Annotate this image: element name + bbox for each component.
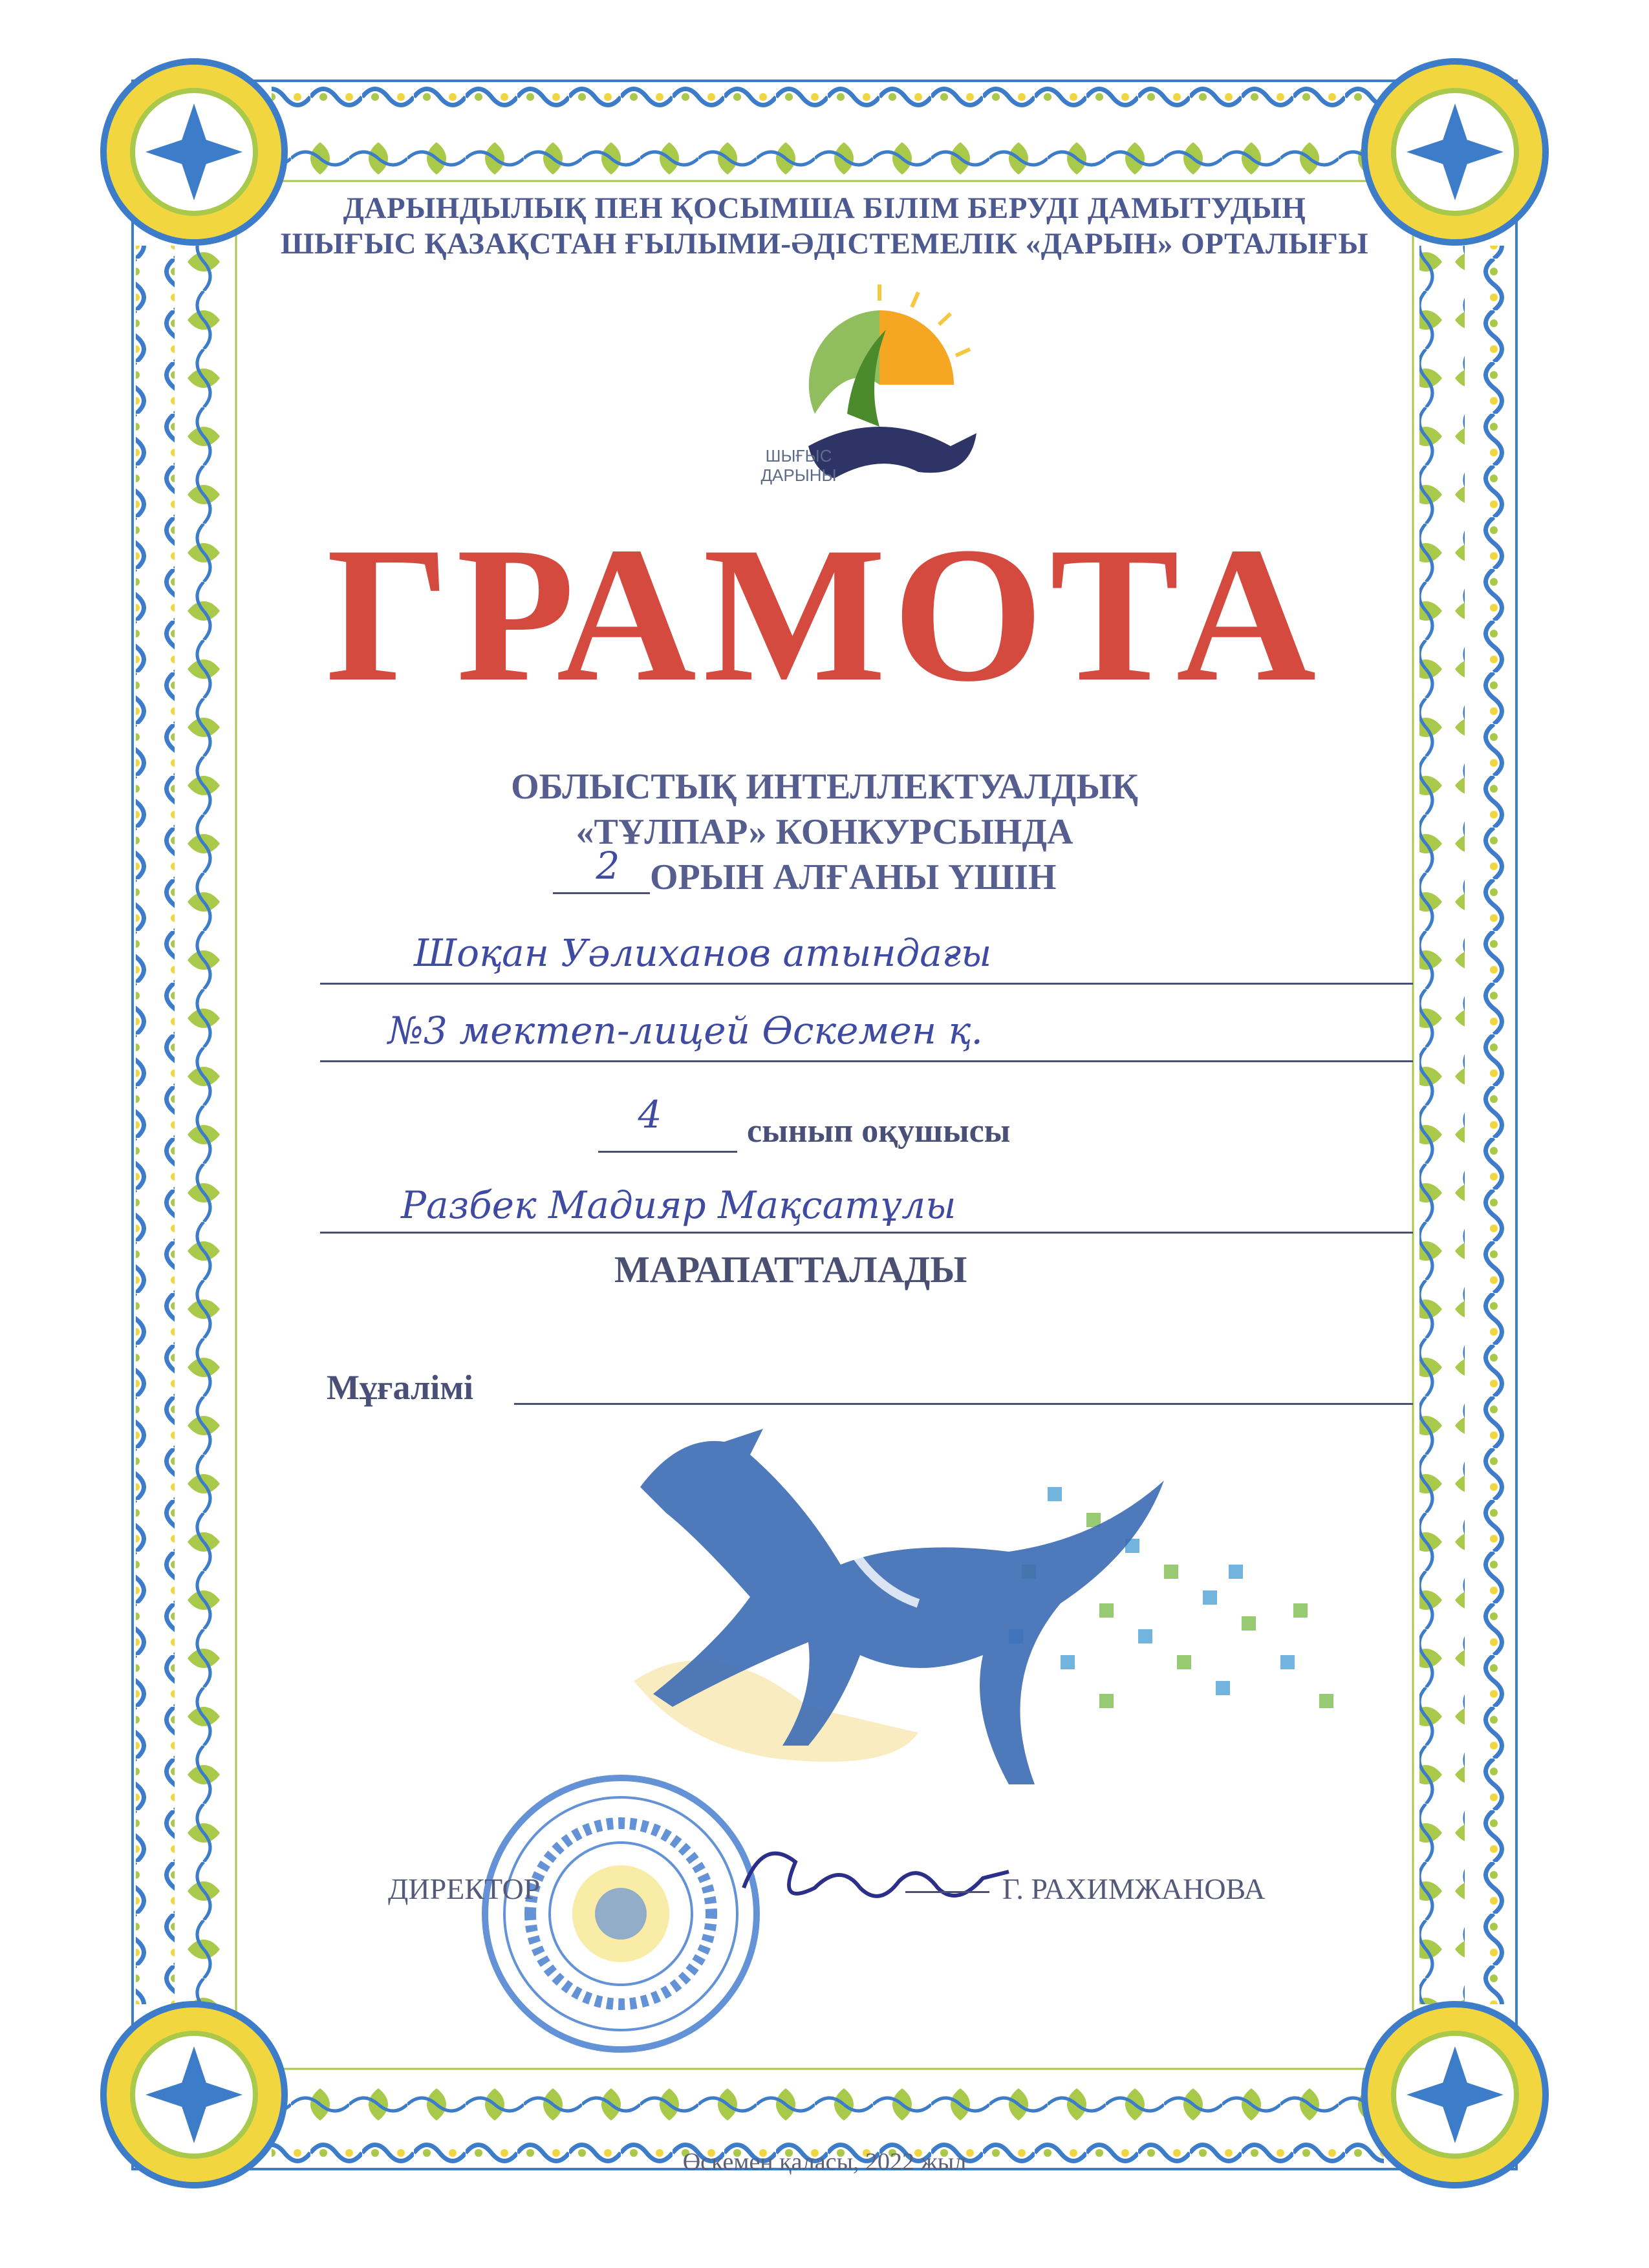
official-stamp <box>485 1778 757 2049</box>
director-title: ДИРЕКТОР <box>388 1872 541 1905</box>
grade-value: 4 <box>638 1093 662 1137</box>
place-underline <box>553 892 650 894</box>
grade-underline <box>598 1151 737 1153</box>
footer-place-date: Өскемен қаласы, 2022 жыл <box>682 2148 967 2176</box>
director-signature <box>744 1854 1009 1896</box>
student-name-underline <box>320 1232 1413 1234</box>
student-name: Разбек Мадияр Мақсатұлы <box>401 1183 956 1227</box>
signature-line <box>905 1891 989 1893</box>
corner-ornament-bottom-left <box>103 2004 285 2185</box>
logo-caption-line1: ШЫҒЫС <box>765 446 832 465</box>
teacher-underline <box>514 1403 1413 1405</box>
teacher-label: Мұғалімі <box>327 1368 474 1407</box>
certificate-title: ГРАМОТА <box>326 507 1323 722</box>
corner-ornament-bottom-right <box>1364 2004 1546 2185</box>
director-name: Г. РАХИМЖАНОВА <box>1002 1872 1266 1905</box>
competition-line1: ОБЛЫСТЫҚ ИНТЕЛЛЕКТУАЛДЫҚ <box>511 767 1138 807</box>
school-line2-underline <box>320 1060 1413 1062</box>
horse-illustration <box>634 1429 1333 1784</box>
organization-line2: ШЫҒЫС ҚАЗАҚСТАН ҒЫЛЫМИ-ӘДІСТЕМЕЛІК «ДАРЫН» ОРТАЛЫҒЫ <box>280 227 1369 261</box>
awarded-text: МАРАПАТТАЛАДЫ <box>614 1248 967 1290</box>
organization-line1: ДАРЫНДЫЛЫҚ ПЕН ҚОСЫМША БІЛІМ БЕРУДІ ДАМЫТУДЫҢ <box>343 191 1306 225</box>
logo-caption <box>724 446 873 485</box>
school-line1-underline <box>320 983 1413 985</box>
place-label: ОРЫН АЛҒАНЫ ҮШІН <box>650 857 1057 897</box>
school-line2: №3 мектеп-лицей Өскемен қ. <box>388 1009 983 1053</box>
competition-line2: «ТҰЛПАР» КОНКУРСЫНДА <box>576 812 1073 852</box>
logo-caption-line2: ДАРЫНЫ <box>760 465 837 485</box>
place-value: 2 <box>596 844 620 888</box>
grade-label: сынып оқушысы <box>747 1113 1011 1150</box>
school-line1: Шоқан Уәлиханов атындағы <box>414 931 992 975</box>
